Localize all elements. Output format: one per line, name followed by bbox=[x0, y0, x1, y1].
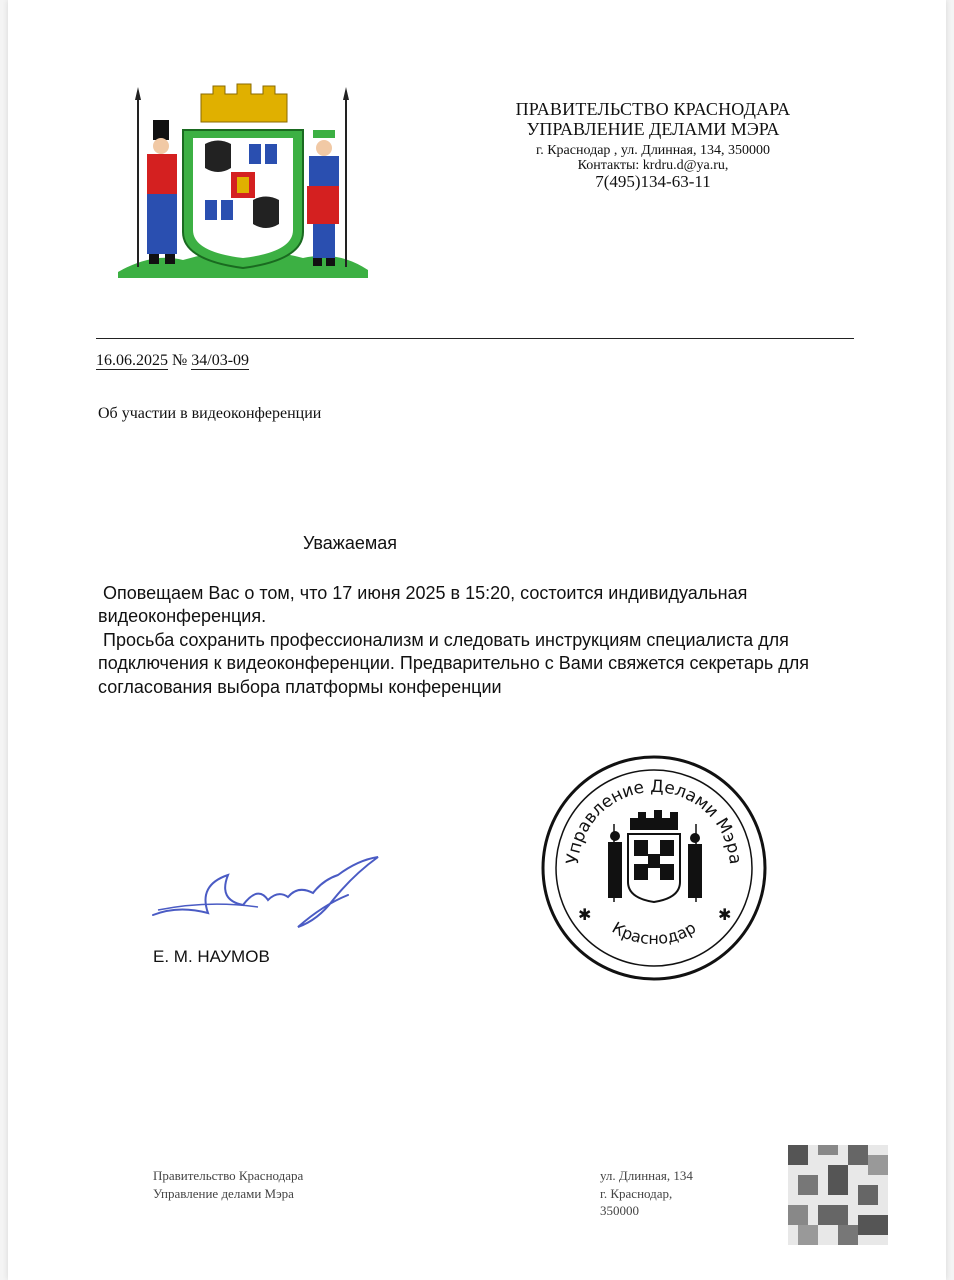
document-page bbox=[8, 0, 946, 1280]
document-date: 16.06.2025 bbox=[96, 352, 168, 369]
letter-body bbox=[98, 582, 858, 699]
signer-name: Е. М. НАУМОВ bbox=[153, 947, 270, 966]
stamp-crest-icon bbox=[608, 810, 702, 902]
paragraph-2: Просьба сохранить профессионализм и следовать инструкциям специалиста для подключения к видеоконференции. Предварительно с Вами свяжется секретарь для согласования выбора платформы конференции bbox=[98, 629, 810, 697]
document-subject: Об участии в видеоконференции bbox=[98, 405, 322, 422]
star-icon: ✱ bbox=[718, 905, 732, 924]
star-icon: ✱ bbox=[578, 905, 592, 924]
document-number: 34/03-09 bbox=[191, 352, 250, 369]
qr-code-icon bbox=[788, 1145, 888, 1245]
paragraph-1: Оповещаем Вас о том, что 17 июня 2025 в 15:20, состоится индивидуальная видеоконференция. bbox=[98, 583, 748, 627]
org-name: ПРАВИТЕЛЬСТВО КРАСНОДАРА bbox=[515, 99, 791, 119]
document-number-line bbox=[96, 352, 249, 370]
stamp-bottom-text: Краснодар bbox=[608, 917, 700, 949]
number-sign: № bbox=[172, 352, 188, 369]
letterhead bbox=[478, 100, 828, 192]
org-address: г. Краснодар , ул. Длинная, 134, 350000 bbox=[536, 142, 770, 158]
org-department: УПРАВЛЕНИЕ ДЕЛАМИ МЭРА bbox=[526, 118, 780, 139]
org-contacts: Контакты: krdru.d@ya.ru, bbox=[577, 157, 729, 173]
footer-address: ул. Длинная, 134 г. Краснодар, 350000 bbox=[600, 1168, 693, 1219]
handwritten-signature bbox=[148, 845, 388, 935]
footer-organization: Правительство Краснодара Управление делами Мэра bbox=[153, 1168, 304, 1201]
official-stamp bbox=[538, 752, 770, 984]
org-phone: 7(495)134-63-11 bbox=[595, 172, 711, 192]
header-divider bbox=[96, 338, 854, 339]
stamp-top-text: Управление Делами Мэра bbox=[562, 776, 746, 866]
greeting: Уважаемая bbox=[303, 533, 397, 553]
coat-of-arms-icon bbox=[113, 82, 373, 282]
